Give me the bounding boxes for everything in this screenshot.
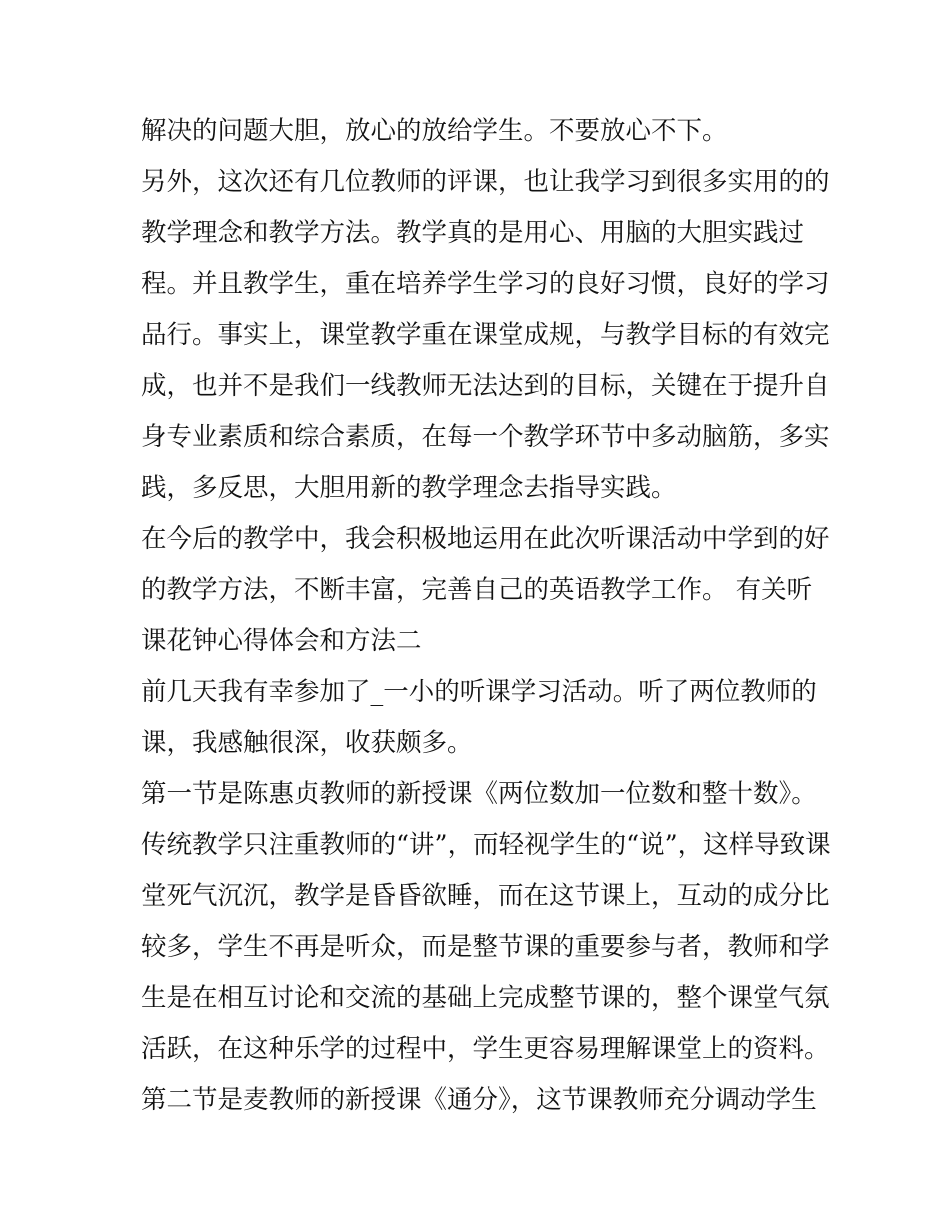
text-line: 的教学方法，不断丰富，完善自己的英语教学工作。 有关听 — [141, 575, 813, 605]
text-line: 传统教学只注重教师的“讲”，而轻视学生的“说”，这样导致课 — [141, 830, 831, 860]
text-line: 在今后的教学中，我会积极地运用在此次听课活动中学到的好 — [141, 524, 830, 554]
text-line: 成，也并不是我们一线教师无法达到的目标，关键在于提升自 — [141, 371, 830, 401]
text-line: 活跃，在这种乐学的过程中，学生更容易理解课堂上的资料。 — [141, 1034, 830, 1064]
text-line: 另外，这次还有几位教师的评课，也让我学习到很多实用的的 — [141, 167, 830, 197]
text-line: 程。并且教学生，重在培养学生学习的良好习惯，良好的学习 — [141, 269, 830, 299]
text-line: 较多，学生不再是听众，而是整节课的重要参与者，教师和学 — [141, 932, 830, 962]
text-line: 品行。事实上，课堂教学重在课堂成规，与教学目标的有效完 — [141, 320, 830, 350]
text-line: 第一节是陈惠贞教师的新授课《两位数加一位数和整十数》。 — [141, 779, 817, 809]
text-line: 身专业素质和综合素质，在每一个教学环节中多动脑筋，多实 — [141, 422, 830, 452]
text-line: 第二节是麦教师的新授课《通分》，这节课教师充分调动学生 — [141, 1085, 817, 1115]
text-line: 课，我感触很深，收获颇多。 — [141, 728, 473, 758]
body-text — [141, 106, 831, 1126]
section-heading-line: 课花钟心得体会和方法二 — [141, 626, 422, 656]
text-line: 生是在相互讨论和交流的基础上完成整节课的，整个课堂气氛 — [141, 983, 830, 1013]
text-line: 教学理念和教学方法。教学真的是用心、用脑的大胆实践过 — [141, 218, 805, 248]
text-line: 解决的问题大胆，放心的放给学生。不要放心不下。 — [141, 116, 728, 146]
text-line: 践，多反思，大胆用新的教学理念去指导实践。 — [141, 473, 677, 503]
text-line: 前几天我有幸参加了_一小的听课学习活动。听了两位教师的 — [141, 677, 817, 707]
text-line: 堂死气沉沉，教学是昏昏欲睡，而在这节课上，互动的成分比 — [141, 881, 830, 911]
